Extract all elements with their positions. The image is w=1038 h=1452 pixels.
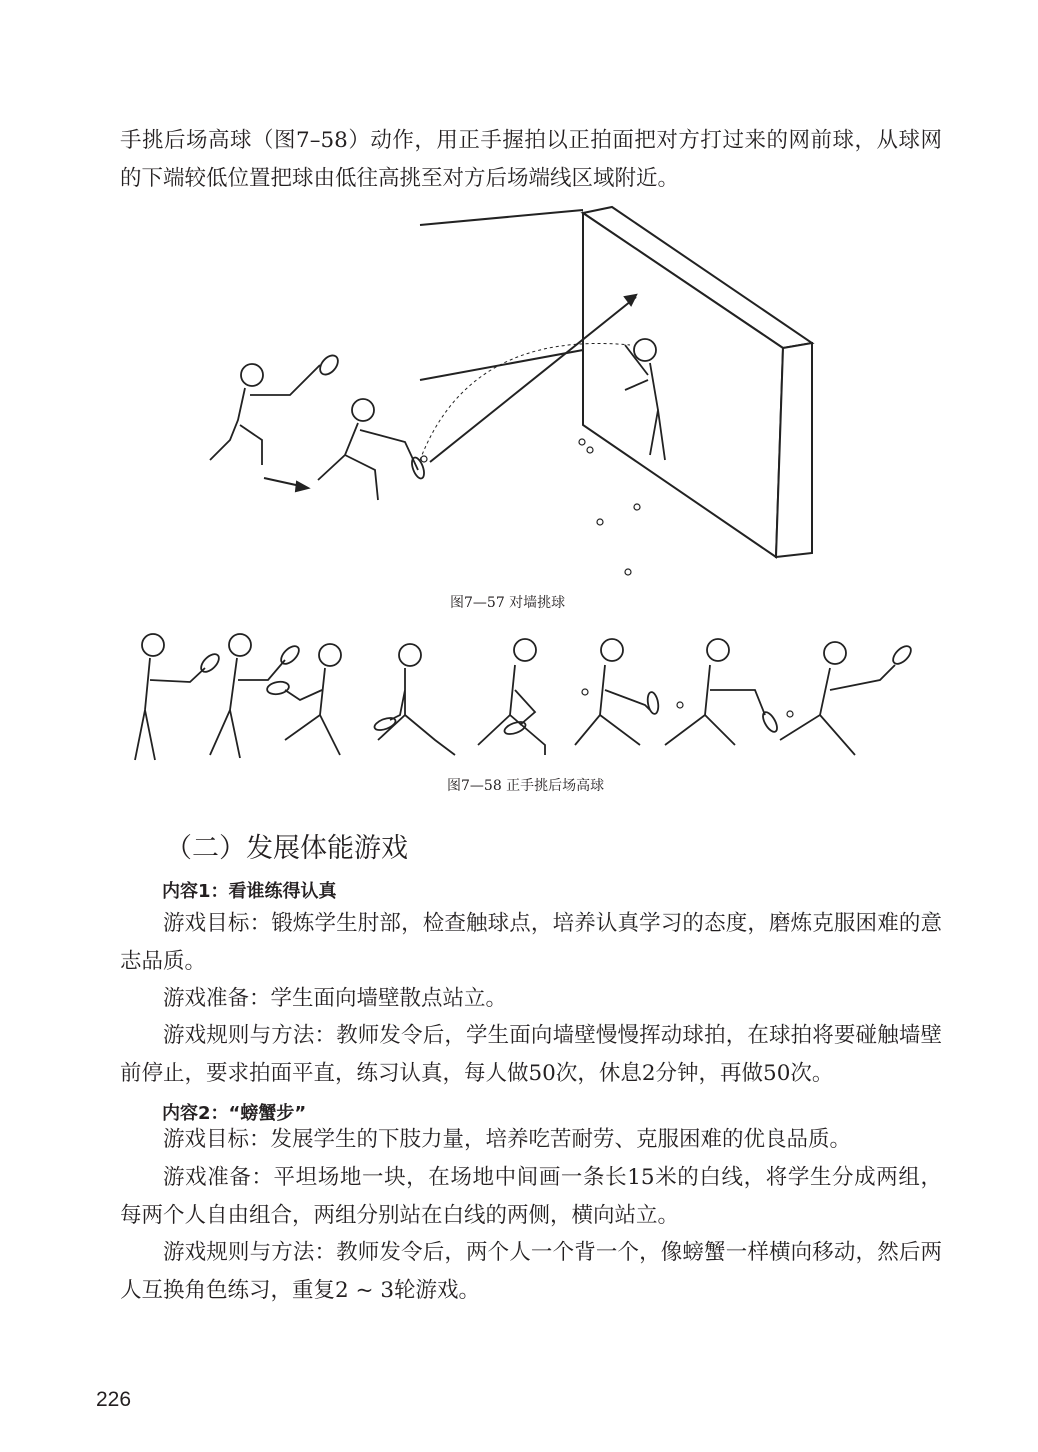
figure-forehand-sequence-illustration xyxy=(0,628,1038,773)
content1-title: 内容1：看谁练得认真 xyxy=(162,881,337,902)
figure-wall-lift-illustration xyxy=(0,200,1038,590)
content2-goal: 游戏目标：发展学生的下肢力量，培养吃苦耐劳、克服困难的优良品质。 xyxy=(163,1127,852,1152)
wall xyxy=(583,207,812,557)
content2-rules: 游戏规则与方法：教师发令后，两个人一个背一个，像螃蟹一样横向移动，然后两人互换角色练习，重复2 ~ 3轮游戏。 xyxy=(120,1240,942,1303)
content1-rules: 游戏规则与方法：教师发令后，学生面向墙壁慢慢挥动球拍，在球拍将要碰触墙壁前停止，要求拍面平直，练习认真，每人做50次，休息2分钟，再做50次。 xyxy=(120,1023,942,1086)
figure-7-58-caption: 图7—58 正手挑后场高球 xyxy=(447,778,605,794)
content2-title: 内容2：“螃蟹步” xyxy=(162,1103,307,1124)
content2-prep: 游戏准备：平坦场地一块，在场地中间画一条长15米的白线，将学生分成两组，每两个人自由组合，两组分别站在白线的两侧，横向站立。 xyxy=(120,1165,942,1228)
section-title: （二）发展体能游戏 xyxy=(165,833,408,864)
shuttlecocks xyxy=(421,439,640,575)
figure-7-57-caption: 图7—57 对墙挑球 xyxy=(450,595,566,611)
content1-prep: 游戏准备：学生面向墙壁散点站立。 xyxy=(163,986,508,1011)
intro-paragraph: 手挑后场高球（图7–58）动作，用正手握拍以正拍面把对方打过来的网前球，从球网的下端较低位置把球由低往高挑至对方后场端线区域附近。 xyxy=(120,128,942,191)
content1-goal: 游戏目标：锻炼学生肘部，检查触球点，培养认真学习的态度，磨炼克服困难的意志品质。 xyxy=(120,911,942,974)
page-number: 226 xyxy=(96,1388,132,1411)
